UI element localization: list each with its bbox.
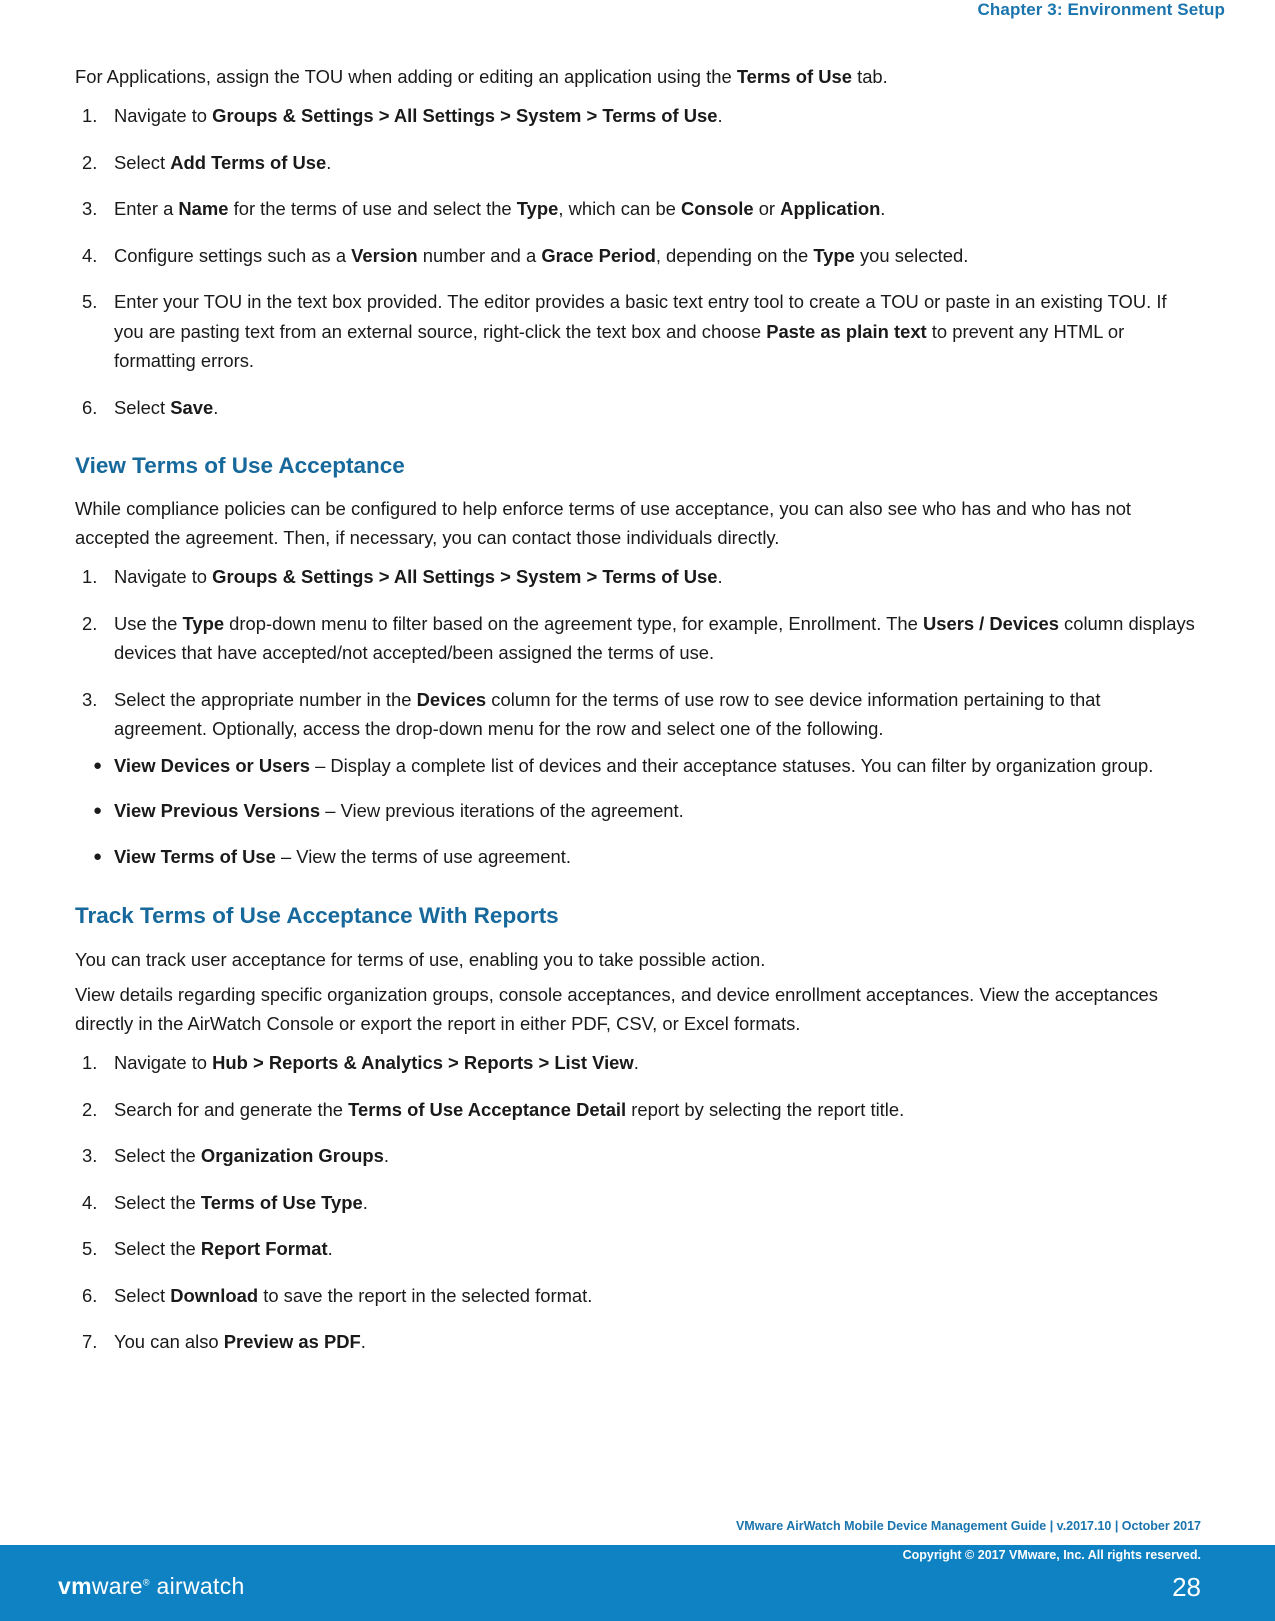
list-item: 6. Select Download to save the report in the selected format. — [75, 1281, 1195, 1311]
list-item: 5. Select the Report Format. — [75, 1234, 1195, 1264]
step-number: 3. — [82, 1145, 98, 1166]
list-item: 4. Select the Terms of Use Type. — [75, 1188, 1195, 1218]
page-number: 28 — [1172, 1572, 1201, 1602]
chapter-header: Chapter 3: Environment Setup — [977, 0, 1225, 19]
list-item: 3. Select the appropriate number in the Devices column for the terms of use row to see device information pertaining to that agreement. Optionally, access the drop-down menu for the row and select one of the following. — [75, 685, 1195, 744]
intro-paragraph: For Applications, assign the TOU when adding or editing an application using the Terms of Use tab. — [75, 66, 888, 87]
steps-list-1 — [75, 101, 1195, 422]
step-number: 6. — [82, 1284, 98, 1306]
list-item: 6. Select Save. — [75, 393, 1195, 423]
list-item: 2. Select Add Terms of Use. — [75, 148, 1195, 178]
step-number: 1. — [82, 566, 98, 587]
list-item: 2. Search for and generate the Terms of Use Acceptance Detail report by selecting the report title. — [75, 1095, 1195, 1125]
step-number: 1. — [82, 1052, 98, 1073]
list-item: 4. Configure settings such as a Version number and a Grace Period, depending on the Type you selected. — [75, 241, 1195, 271]
section-heading-track-reports: Track Terms of Use Acceptance With Reports — [75, 903, 559, 928]
step-number: 7. — [82, 1331, 98, 1352]
section3-paragraph-1: You can track user acceptance for terms of use, enabling you to take possible action. — [75, 949, 766, 970]
footer-guide-title: VMware AirWatch Mobile Device Management Guide | v.2017.10 | October 2017 — [735, 1519, 1201, 1533]
bullet-icon: ● — [93, 802, 103, 819]
list-item: 1. Navigate to Hub > Reports & Analytics > Reports > List View. — [75, 1048, 1195, 1078]
list-item: ● View Devices or Users – Display a complete list of devices and their acceptance statuses. You can filter by organization group. — [75, 751, 1195, 781]
steps-list-2 — [75, 562, 1195, 744]
options-bullet-list — [75, 751, 1195, 872]
list-item: ● View Terms of Use – View the terms of use agreement. — [75, 842, 1195, 872]
step-number: 4. — [82, 1191, 98, 1213]
step-number: 6. — [82, 396, 98, 418]
list-item: 2. Use the Type drop-down menu to filter based on the agreement type, for example, Enrollment. The Users / Devices column displays devices that have accepted/not accepted/been assigned the terms of use. — [75, 609, 1195, 668]
list-item: 1. Navigate to Groups & Settings > All Settings > System > Terms of Use. — [75, 101, 1195, 131]
step-number: 2. — [82, 612, 98, 634]
list-item: 7. You can also Preview as PDF. — [75, 1327, 1195, 1357]
step-number: 3. — [82, 688, 98, 710]
bullet-icon: ● — [93, 847, 103, 865]
section2-paragraph: While compliance policies can be configured to help enforce terms of use acceptance, you can also see who has and who has not accepted the agreement. Then, if necessary, you can contact those individuals directly. — [75, 498, 1132, 548]
step-number: 1. — [82, 105, 98, 126]
steps-list-3 — [75, 1048, 1195, 1357]
section-heading-view-acceptance: View Terms of Use Acceptance — [75, 453, 405, 478]
list-item: 5. Enter your TOU in the text box provided. The editor provides a basic text entry tool to create a TOU or paste in an existing TOU. If you are pasting text from an external source, right-click the text box and choose Paste as plain text to prevent any HTML or formatting errors. — [75, 287, 1195, 376]
step-number: 2. — [82, 1098, 98, 1120]
step-number: 3. — [82, 198, 98, 219]
step-number: 2. — [82, 151, 98, 173]
list-item: 3. Select the Organization Groups. — [75, 1141, 1195, 1171]
vmware-airwatch-logo: vmware® airwatch — [58, 1573, 245, 1599]
section3-paragraph-2: View details regarding specific organization groups, console acceptances, and device enrollment acceptances. View the acceptances directly in the AirWatch Console or export the report in either PDF, CSV, or Excel formats. — [75, 984, 1158, 1034]
list-item: 1. Navigate to Groups & Settings > All Settings > System > Terms of Use. — [75, 562, 1195, 592]
step-number: 4. — [82, 244, 98, 266]
document-body — [75, 62, 1195, 1374]
bullet-icon: ● — [93, 756, 103, 774]
step-number: 5. — [82, 1238, 98, 1259]
list-item: 3. Enter a Name for the terms of use and select the Type, which can be Console or Application. — [75, 194, 1195, 224]
copyright-notice: Copyright © 2017 VMware, Inc. All rights reserved. — [902, 1548, 1201, 1562]
list-item: ● View Previous Versions – View previous iterations of the agreement. — [75, 796, 1195, 826]
step-number: 5. — [82, 291, 98, 312]
